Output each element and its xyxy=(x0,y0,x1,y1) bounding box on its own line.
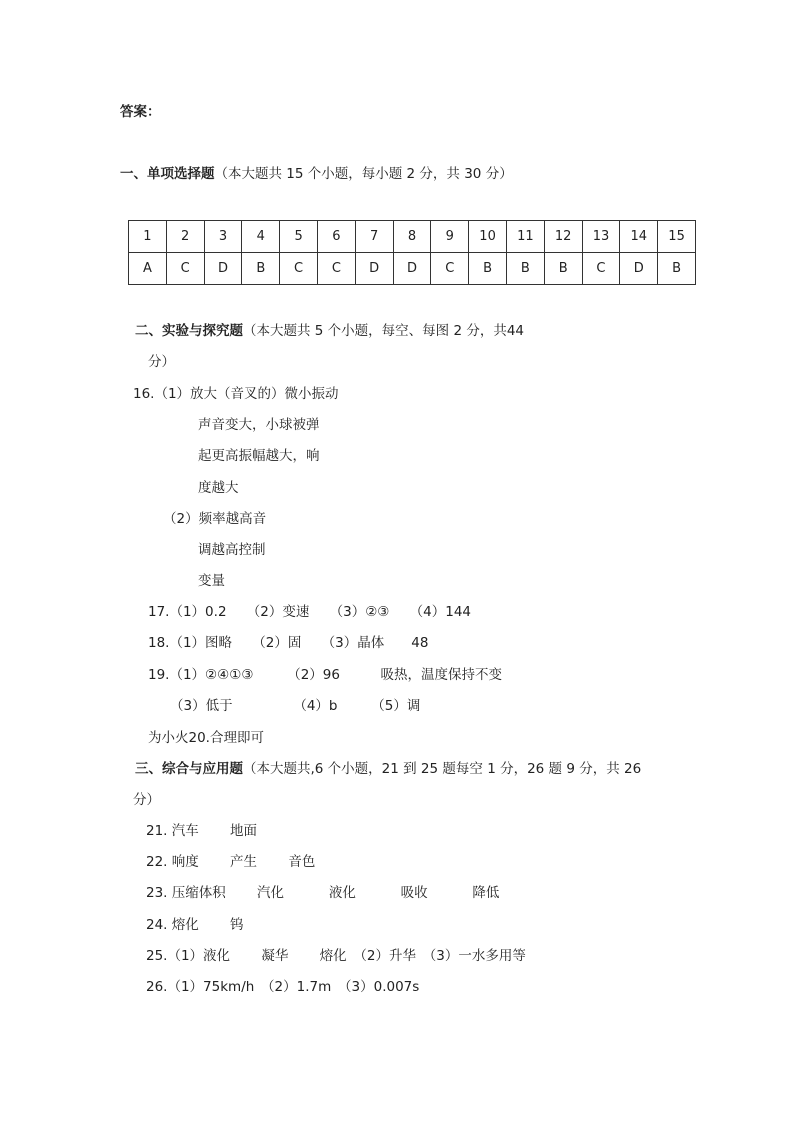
question-number: 11 xyxy=(506,221,544,253)
answer-cell: D xyxy=(204,253,242,285)
answer-line: 19.（1）②④①③ （2）96 吸热，温度保持不变 xyxy=(148,667,502,683)
question-number: 6 xyxy=(317,221,355,253)
question-number: 7 xyxy=(355,221,393,253)
answer-line: 声音变大，小球被弹 xyxy=(198,417,320,433)
section3-heading: 三、综合与应用题 xyxy=(135,761,243,777)
question-number: 14 xyxy=(620,221,658,253)
section3-header xyxy=(135,760,641,778)
section2-heading: 二、实验与探究题 xyxy=(135,323,243,339)
answer-line: （2）频率越高音 xyxy=(163,511,267,527)
answer-line: 25.（1）液化 凝华 熔化 （2）升华 （3）一水多用等 xyxy=(146,948,526,964)
question-number: 12 xyxy=(544,221,582,253)
answer-line: 21. 汽车 地面 xyxy=(146,823,258,839)
answer-cell: D xyxy=(620,253,658,285)
section1-header xyxy=(120,165,513,183)
answer-line: 调越高控制 xyxy=(198,542,266,558)
answer-line: 22. 响度 产生 音色 xyxy=(146,854,316,870)
section2-note: （本大题共 5 个小题，每空、每图 2 分，共44 xyxy=(243,323,525,339)
answer-table-answer-row xyxy=(129,253,696,285)
section1-heading: 一、单项选择题 xyxy=(120,166,215,182)
answer-cell: B xyxy=(544,253,582,285)
section2-header xyxy=(135,322,524,340)
question-number: 2 xyxy=(166,221,204,253)
answer-line: 17.（1）0.2 （2）变速 （3）②③ （4）144 xyxy=(148,604,472,620)
question-number: 8 xyxy=(393,221,431,253)
answer-line: 16.（1）放大（音叉的）微小振动 xyxy=(133,386,339,402)
answer-cell: C xyxy=(582,253,620,285)
answer-cell: D xyxy=(393,253,431,285)
answer-cell: C xyxy=(431,253,469,285)
section2-note-cont: 分） xyxy=(148,354,175,370)
answer-cell: B xyxy=(469,253,507,285)
question-number: 4 xyxy=(242,221,280,253)
question-number: 1 xyxy=(129,221,167,253)
answer-cell: B xyxy=(242,253,280,285)
answer-line: 起更高振幅越大，响 xyxy=(198,448,320,464)
answer-cell: B xyxy=(506,253,544,285)
answer-line: 26.（1）75km/h （2）1.7m （3）0.007s xyxy=(146,979,420,995)
answer-line: 为小火20.合理即可 xyxy=(148,730,264,746)
answer-line: 23. 压缩体积 汽化 液化 吸收 降低 xyxy=(146,885,500,901)
page-title: 答案： xyxy=(120,104,161,120)
question-number: 10 xyxy=(469,221,507,253)
answer-cell: C xyxy=(280,253,318,285)
answer-cell: D xyxy=(355,253,393,285)
answer-table xyxy=(128,220,696,285)
question-number: 5 xyxy=(280,221,318,253)
answer-line: （3）低于 （4）b （5）调 xyxy=(170,698,421,714)
answer-line: 变量 xyxy=(198,573,225,589)
answer-cell: C xyxy=(166,253,204,285)
section1-note: （本大题共 15 个小题，每小题 2 分，共 30 分） xyxy=(214,166,513,182)
section3-note: （本大题共,6 个小题，21 到 25 题每空 1 分，26 题 9 分，共 26 xyxy=(243,761,642,777)
question-number: 15 xyxy=(658,221,696,253)
question-number: 3 xyxy=(204,221,242,253)
answer-cell: A xyxy=(129,253,167,285)
question-number: 9 xyxy=(431,221,469,253)
answer-cell: B xyxy=(658,253,696,285)
answer-line: 18.（1）图略 （2）固 （3）晶体 48 xyxy=(148,635,429,651)
answer-table-number-row xyxy=(129,221,696,253)
question-number: 13 xyxy=(582,221,620,253)
section3-note-cont: 分） xyxy=(133,792,160,808)
answer-line: 度越大 xyxy=(198,480,239,496)
answer-cell: C xyxy=(317,253,355,285)
answer-line: 24. 熔化 钨 xyxy=(146,917,244,933)
